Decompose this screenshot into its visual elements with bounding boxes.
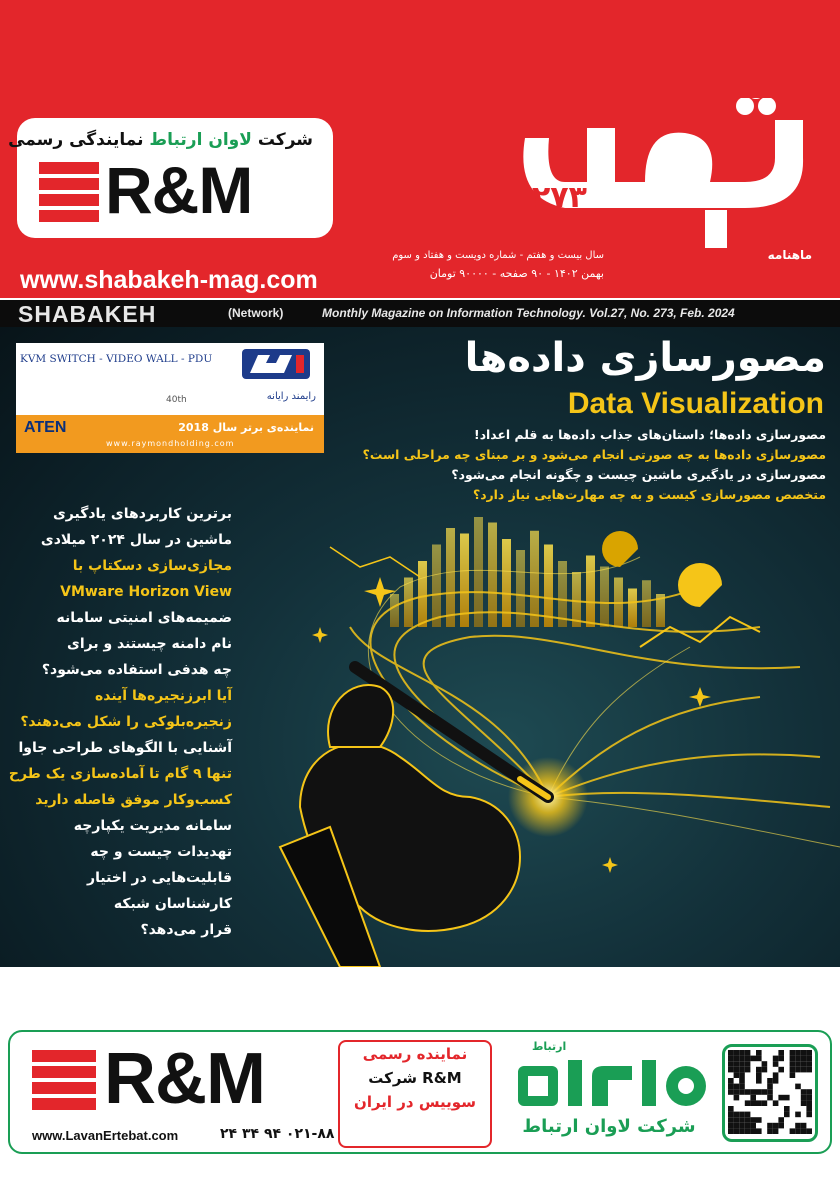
issue-meta-line1: سال بیست و هفتم - شماره دویست و هفتاد و سوم	[392, 250, 604, 261]
side-line: نام دامنه چیستند و برای	[67, 636, 232, 652]
illustration-bar	[446, 528, 455, 627]
info-band	[0, 298, 840, 327]
cover-art	[0, 327, 840, 967]
ad-representative: نماینده‌ی برتر سال 2018	[178, 421, 314, 434]
side-line: زنجیره‌بلوکی را شکل می‌دهند؟	[20, 714, 232, 730]
side-line: VMware Horizon View	[60, 584, 232, 600]
headline-item: متخصص مصورسازی کیست و به چه مهارت‌هایی نیاز دارد؟	[473, 487, 826, 502]
illustration-bar	[558, 561, 567, 627]
qr-code-icon[interactable]	[722, 1044, 818, 1142]
illustration-bar	[628, 589, 637, 628]
side-line: چه هدفی استفاده می‌شود؟	[41, 662, 232, 678]
rm-partner-card	[8, 118, 333, 238]
cover-title-en: Data Visualization	[567, 387, 824, 420]
side-line: آیا ابرزنجیره‌ها آینده	[94, 688, 232, 704]
ad-product-line: KVM SWITCH - VIDEO WALL - PDU	[20, 353, 213, 365]
illustration-bar	[600, 567, 609, 628]
rm-logo	[39, 153, 329, 228]
lavan-logo	[498, 1036, 726, 1152]
illustration-bar	[418, 561, 427, 627]
lavan-company-name: شرکت لاوان ارتباط	[522, 1116, 696, 1137]
ad-company-name: رایمند رایانه	[266, 391, 316, 402]
side-headlines	[8, 501, 232, 943]
illustration-bar	[530, 531, 539, 627]
rm-stripes-icon	[39, 162, 99, 222]
issue-number: ۲۷۳	[532, 180, 587, 215]
ad-url[interactable]: www.raymondholding.com	[106, 439, 235, 448]
lavan-wordmark-icon	[508, 1056, 718, 1114]
lavan-ertebat-ad[interactable]	[8, 1030, 832, 1154]
raymond-ad[interactable]	[16, 343, 324, 453]
cover-header	[0, 0, 840, 298]
rep-line3: سوییس در ایران	[354, 1093, 476, 1111]
side-line: برترین کاربردهای یادگیری	[52, 506, 232, 522]
illustration-bar	[474, 517, 483, 627]
rep-line1: نماینده رسمی	[362, 1045, 468, 1063]
illustration-bar	[544, 545, 553, 628]
bottom-rm-logo	[32, 1039, 332, 1119]
side-line: تنها ۹ گام تا آماده‌سازی یک طرح	[8, 766, 232, 782]
magazine-description: Monthly Magazine on Information Technology. Vol.27, No. 273, Feb. 2024	[322, 306, 735, 320]
side-line: ماشین در سال ۲۰۲۴ میلادی	[40, 532, 232, 548]
side-line: قابلیت‌هایی در اختیار	[87, 870, 232, 886]
magazine-name-en: SHABAKEH	[18, 301, 157, 327]
bottom-url[interactable]: www.LavanErtebat.com	[32, 1128, 179, 1143]
bottom-rm-text: R&M	[104, 1039, 265, 1119]
frequency-label: ماهنامه	[767, 248, 812, 262]
ad-anniversary: 40th	[166, 395, 187, 405]
website-url[interactable]: www.shabakeh-mag.com	[20, 266, 318, 294]
side-line: کارشناسان شبکه	[113, 896, 232, 912]
magazine-network: (Network)	[228, 306, 284, 320]
cover-title-fa: مصورسازی داده‌ها	[464, 335, 826, 381]
tagline-suffix: نمایندگی رسمی	[8, 130, 144, 150]
ad-aten-logo: ATEN	[24, 419, 67, 436]
masthead-logo	[505, 98, 815, 248]
side-line: مجازی‌سازی دسکتاپ با	[72, 558, 232, 574]
illustration-bar	[390, 594, 399, 627]
rm-logo-text: R&M	[105, 153, 253, 227]
rep-line2: R&M شرکت	[368, 1069, 462, 1087]
headline-item: مصورسازی در یادگیری ماشین چیست و چگونه انجام می‌شود؟	[451, 467, 826, 482]
bottom-phone: ۰۲۱-۸۸ ۹۴ ۳۴ ۲۴	[220, 1126, 335, 1142]
illustration-bar	[516, 550, 525, 627]
issue-meta-line2: بهمن ۱۴۰۲ - ۹۰ صفحه - ۹۰۰۰۰ تومان	[429, 267, 604, 280]
side-line: ضمیمه‌های امنیتی سامانه	[56, 610, 232, 626]
side-line: آشنایی با الگوهای طراحی جاوا	[18, 740, 232, 756]
headline-item: مصورسازی داده‌ها به چه صورتی انجام می‌شود و بر مبنای چه مراحلی است؟	[362, 447, 826, 462]
raymond-logo-icon	[236, 347, 316, 393]
illustration-bar	[572, 572, 581, 627]
side-line: قرار می‌دهد؟	[140, 922, 232, 938]
official-rep-box	[338, 1040, 492, 1148]
rm-stripes-icon	[32, 1050, 96, 1112]
tagline-brand: لاوان ارتباط	[149, 130, 252, 150]
cover-headlines	[306, 425, 826, 505]
lavan-ertebat-small: ارتباط	[532, 1040, 567, 1053]
rm-tagline	[8, 130, 313, 150]
illustration-bar	[586, 556, 595, 628]
side-line: سامانه مدیریت یکپارچه	[73, 818, 232, 834]
tagline-prefix: شرکت	[257, 130, 313, 150]
illustration-bar	[432, 545, 441, 628]
illustration-bar	[502, 539, 511, 627]
illustration-bar	[642, 580, 651, 627]
side-line: کسب‌وکار موفق فاصله دارید	[35, 792, 232, 808]
headline-item: مصورسازی داده‌ها؛ داستان‌های جذاب داده‌ها به قلم اعداد!	[474, 427, 826, 442]
side-line: تهدیدات چیست و چه	[90, 844, 232, 860]
